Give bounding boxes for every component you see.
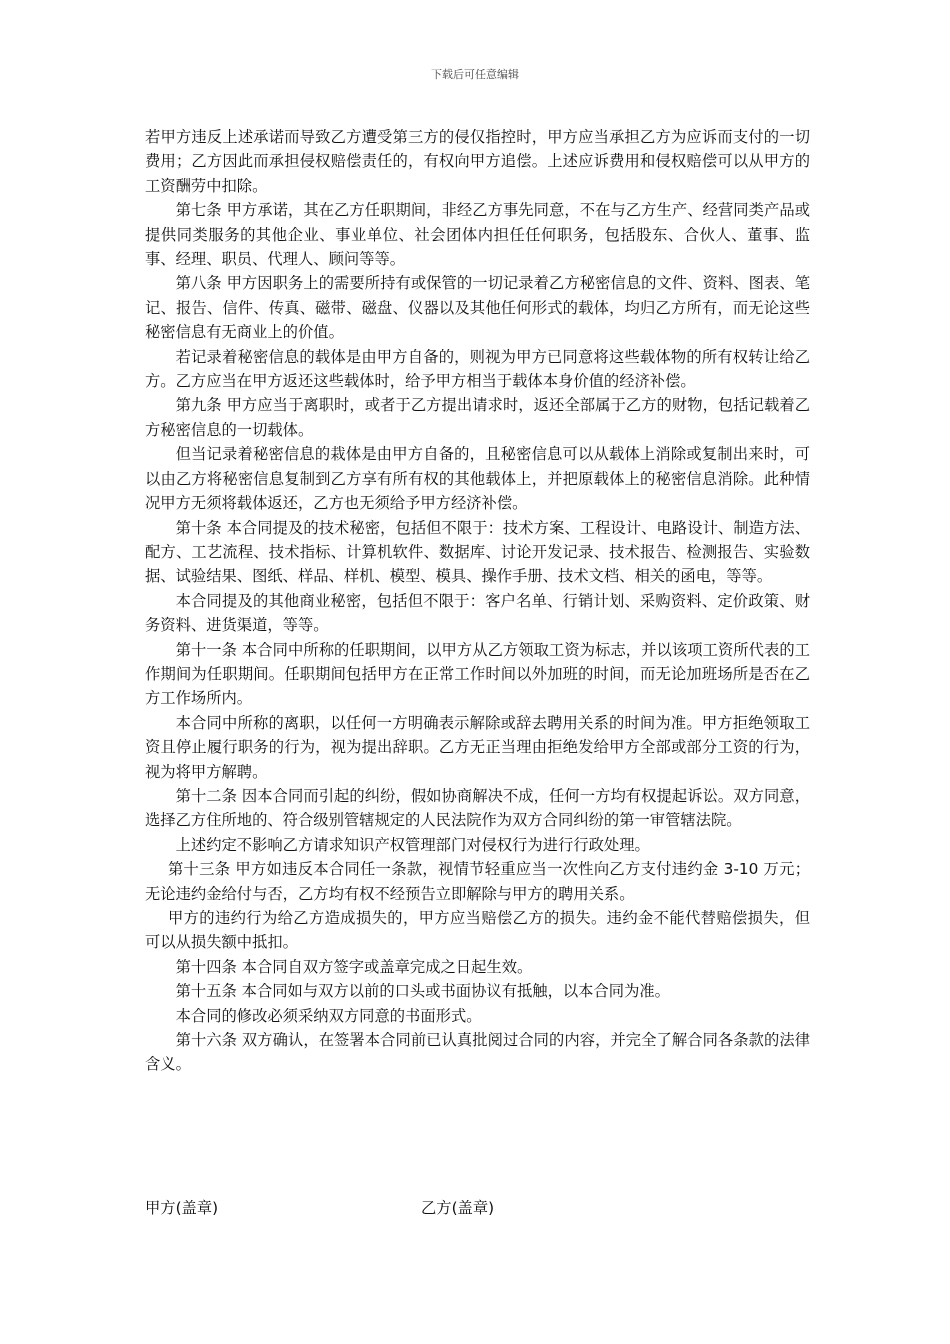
contract-paragraph: 第十二条 因本合同而引起的纠纷，假如协商解决不成，任何一方均有权提起诉讼。双方同意，选择乙方住所地的、符合级别管辖规定的人民法院作为双方合同纠纷的第一审管辖法院。 xyxy=(145,786,810,830)
contract-paragraph: 甲方的违约行为给乙方造成损失的，甲方应当赔偿乙方的损失。违约金不能代替赔偿损失，但可以从损失额中抵扣。 xyxy=(145,909,810,952)
party-a-signature: 甲方(盖章) xyxy=(145,1199,219,1217)
contract-paragraph: 第十一条 本合同中所称的任职期间，以甲方从乙方领取工资为标志，并以该项工资所代表的工作期间为任职期间。任职期间包括甲方在正常工作时间以外加班的时间，而无论加班场所是否在乙方工作场所内。 xyxy=(145,640,810,708)
contract-paragraph: 本合同中所称的离职，以任何一方明确表示解除或辞去聘用关系的时间为准。甲方拒绝领取工资且停止履行职务的行为，视为提出辞职。乙方无正当理由拒绝发给甲方全部或部分工资的行为，视为将甲方解聘。 xyxy=(145,713,810,781)
contract-paragraph: 第十五条 本合同如与双方以前的口头或书面协议有抵触，以本合同为准。 xyxy=(175,982,670,1001)
contract-paragraph: 但当记录着秘密信息的栽体是由甲方自备的，且秘密信息可以从载体上消除或复制出来时，可以由乙方将秘密信息复制到乙方享有所有权的其他载体上，并把原载体上的秘密信息消除。此种情况甲方无须将载体返还，乙方也无须给予甲方经济补偿。 xyxy=(145,445,810,513)
contract-paragraph: 第七条 甲方承诺，其在乙方任职期间，非经乙方事先同意，不在与乙方生产、经营同类产品或提供同类服务的其他企业、事业单位、社会团体内担任任何职务，包括股东、合伙人、董事、监事、经理、职员、代理人、顾问等等。 xyxy=(145,201,810,269)
contract-paragraph: 若甲方违反上述承诺而导致乙方遭受第三方的侵仅指控时，甲方应当承担乙方为应诉而支付的一切费用；乙方因此而承担侵权赔偿责任的，有权向甲方追偿。上述应诉费用和侵权赔偿可以从甲方的工资酬劳中扣除。 xyxy=(145,128,810,195)
contract-paragraph: 若记录着秘密信息的载体是由甲方自备的，则视为甲方已同意将这些载体物的所有权转让给乙方。乙方应当在甲方返还这些载体时，给予甲方相当于载体本身价值的经济补偿。 xyxy=(145,347,810,391)
contract-paragraph: 第十四条 本合同自双方签字或盖章完成之日起生效。 xyxy=(175,957,533,976)
contract-paragraph: 第八条 甲方因职务上的需要所持有或保管的一切记录着乙方秘密信息的文件、资料、图表、笔记、报告、信件、传真、磁带、磁盘、仪器以及其他任何形式的载体，均归乙方所有，而无论这些秘密信息有无商业上的价值。 xyxy=(145,274,810,342)
contract-paragraph: 第十三条 甲方如违反本合同任一条款，视情节轻重应当一次性向乙方支付违约金 3-10 万元；无论违约金给付与否，乙方均有权不经预告立即解除与甲方的聘用关系。 xyxy=(145,860,810,903)
contract-paragraph: 第十六条 双方确认，在签署本合同前已认真批阅过合同的内容，并完全了解合同各条款的法律含义。 xyxy=(145,1031,810,1074)
contract-paragraph: 第十条 本合同提及的技术秘密，包括但不限于：技术方案、工程设计、电路设计、制造方法、配方、工艺流程、技术指标、计算机软件、数据库、讨论开发记录、技术报告、检测报告、实验数据、试验结果、图纸、样品、样机、模型、模具、操作手册、技术文档、相关的函电，等等。 xyxy=(145,518,810,586)
contract-paragraph: 本合同提及的其他商业秘密，包括但不限于：客户名单、行销计划、采购资料、定价政策、财务资料、进货渠道，等等。 xyxy=(145,591,810,635)
contract-paragraph: 上述约定不影响乙方请求知识产权管理部门对侵权行为进行行政处理。 xyxy=(175,835,650,854)
contract-paragraph: 本合同的修改必须采纳双方同意的书面形式。 xyxy=(175,1006,482,1025)
party-b-signature: 乙方(盖章) xyxy=(421,1199,495,1217)
page-header: 下载后可任意编辑 xyxy=(431,68,519,81)
contract-paragraph: 第九条 甲方应当于离职时，或者于乙方提出请求时，返还全部属于乙方的财物，包括记载着乙方秘密信息的一切载体。 xyxy=(145,396,810,439)
contract-body xyxy=(145,125,810,1077)
